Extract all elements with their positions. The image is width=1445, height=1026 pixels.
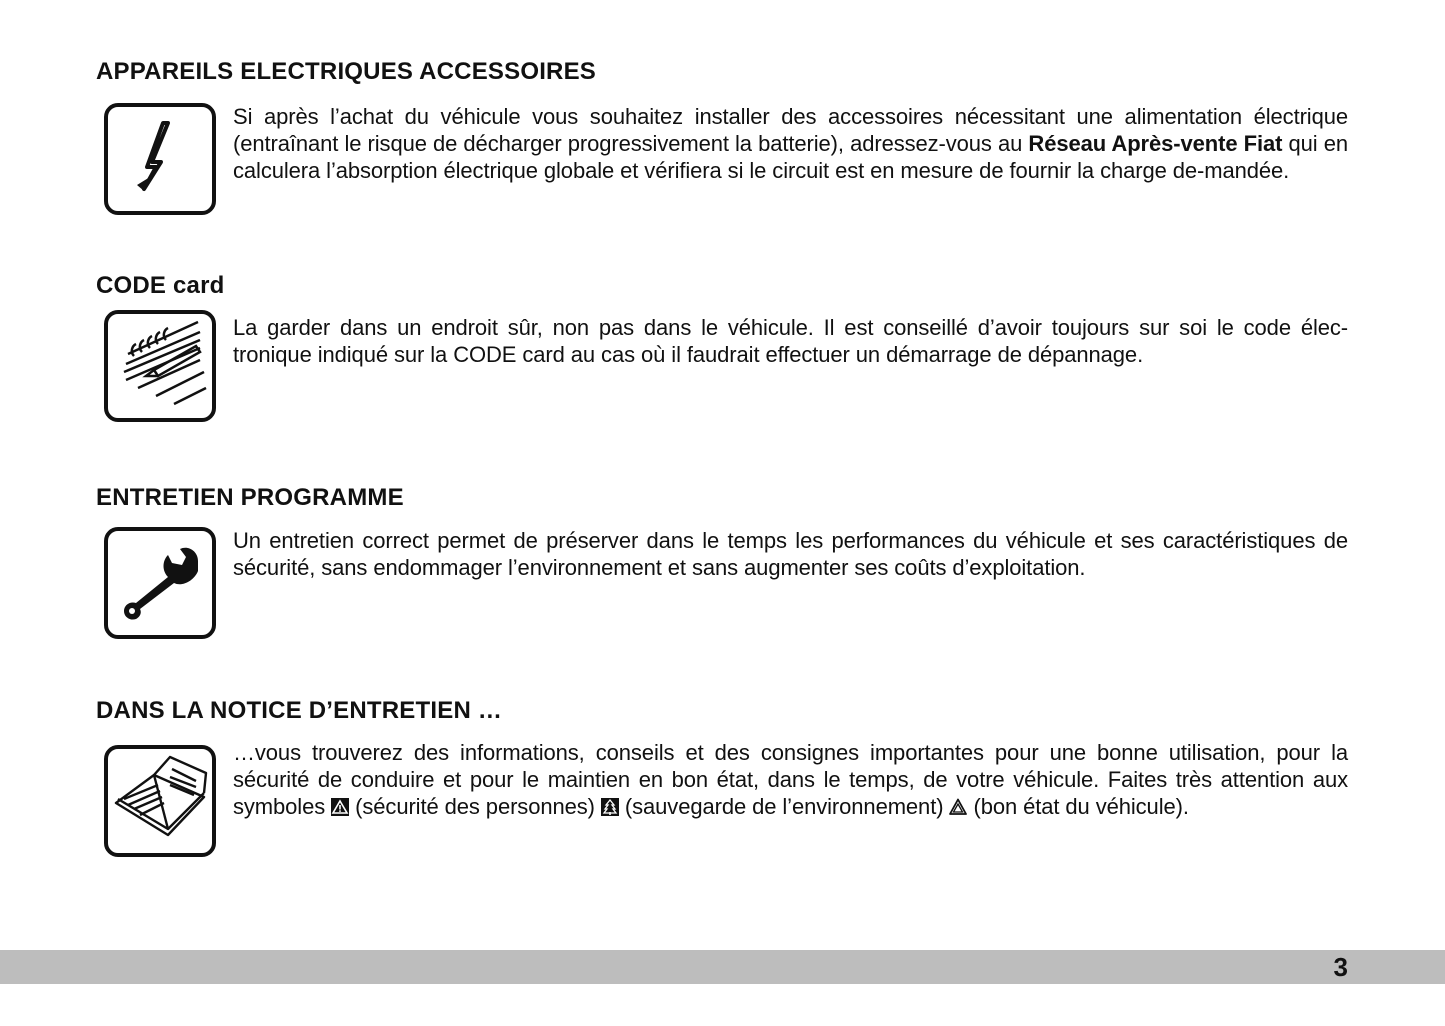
footer-bar: [0, 950, 1445, 984]
vehicle-condition-symbol-icon: [949, 798, 967, 816]
environment-symbol-icon: [601, 798, 619, 816]
section-heading: CODE card: [96, 272, 225, 299]
section-heading: DANS LA NOTICE D’ENTRETIEN …: [96, 697, 503, 724]
section-body-text: La garder dans un endroit sûr, non pas dans le véhicule. Il est conseillé d’avoir toujours sur soi le code élec-tronique indiqué sur la CODE card au cas où il faudrait effectuer un démarrage de dépannage.: [233, 315, 1348, 367]
section-heading: APPAREILS ELECTRIQUES ACCESSOIRES: [96, 58, 597, 85]
lightning-icon: [104, 103, 216, 215]
section-body-text: …vous trouverez des informations, conseils et des consignes importantes pour une bonne utilisation, pour la sécurité de conduire et pour le maintien en bon état, dans le temps, de votre véhicule. Faites très attention aux symboles (sécurité des personnes) (sauvegarde de l’environnement) (bon état du véhicule).: [233, 740, 1348, 819]
section-electrical-accessories: [96, 58, 1348, 183]
fiat-network-bold: Réseau Après-vente Fiat: [1028, 131, 1283, 156]
page-number: 3: [1333, 952, 1348, 982]
section-heading: ENTRETIEN PROGRAMME: [96, 484, 404, 511]
section-body-text: Un entretien correct permet de préserver dans le temps les performances du véhicule et ses caractéristiques de sécurité, sans endommager l’environnement et sans augmenter ses coûts d’exploitation.: [233, 528, 1348, 580]
wrench-icon: [104, 527, 216, 639]
personal-safety-symbol-icon: [331, 798, 349, 816]
section-code-card: [96, 272, 1348, 367]
section-maintenance-booklet: [96, 697, 1348, 819]
open-book-icon: [104, 745, 216, 857]
section-scheduled-maintenance: [96, 484, 1348, 580]
notebook-pencil-icon: [104, 310, 216, 422]
section-body-text: Si après l’achat du véhicule vous souhaitez installer des accessoires nécessitant une alimentation électrique (entraînant le risque de décharger progressivement la batterie), adressez-vous au Réseau Après-vente Fiat qui en calculera l’absorption électrique globale et vérifiera si le circuit est en mesure de fournir la charge de-mandée.: [233, 104, 1348, 183]
